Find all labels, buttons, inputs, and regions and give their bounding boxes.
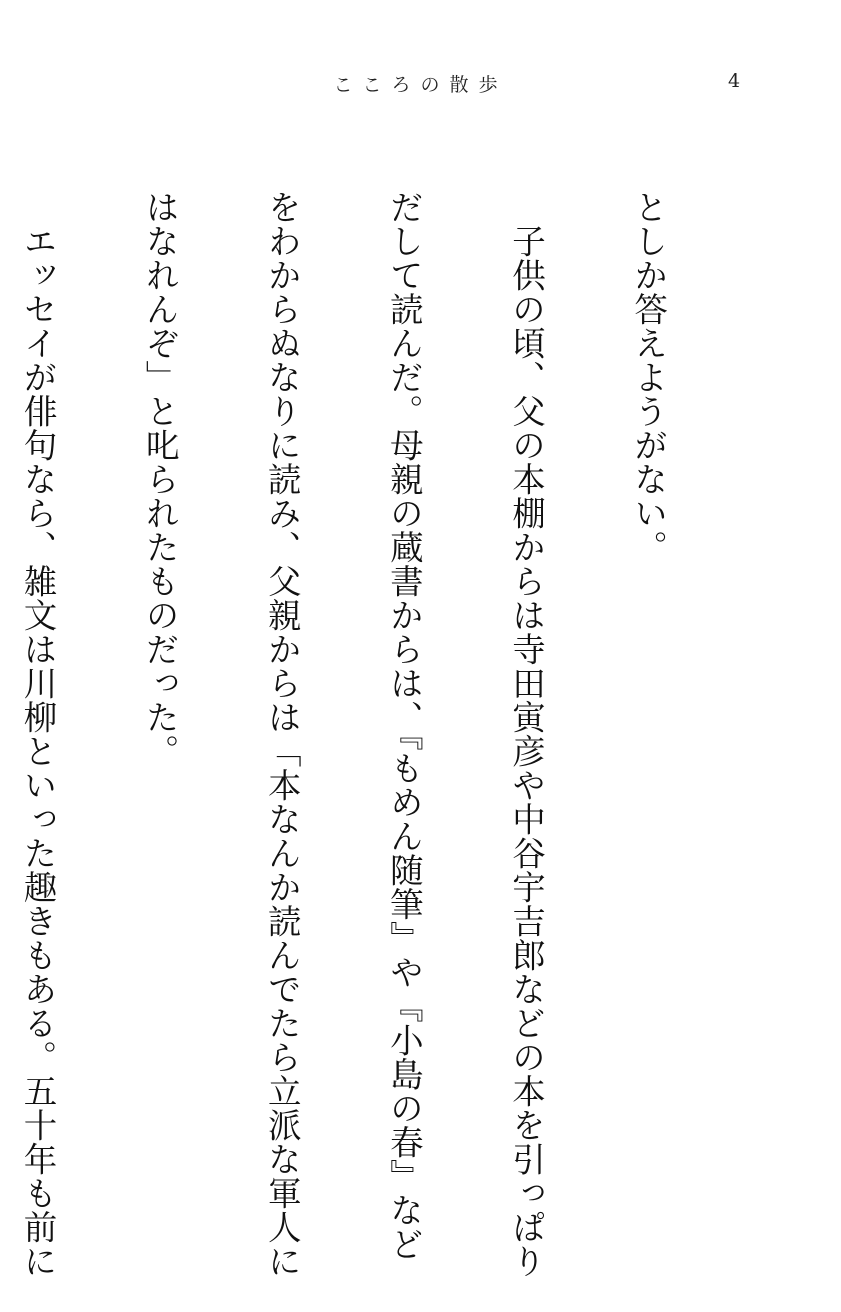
- text-line: をわからぬなりに読み、父親からは「本なんか読んでたら立派な軍人に: [262, 190, 302, 1278]
- text-line: 子供の頃、父の本棚からは寺田寅彦や中谷宇吉郎などの本を引っぱり: [506, 190, 546, 1278]
- page-number: 4: [728, 70, 741, 92]
- page-header-title: こころの散歩: [333, 74, 508, 96]
- text-line: エッセイが俳句なら、雑文は川柳といった趣きもある。五十年も前に: [18, 190, 58, 1278]
- text-line: はなれんぞ」と叱られたものだった。: [140, 190, 180, 768]
- body-text: [0, 190, 749, 1278]
- text-line: だして読んだ。母親の蔵書からは、『もめん随筆』や『小島の春』など: [384, 190, 424, 1262]
- text-line: としか答えようがない。: [628, 190, 668, 564]
